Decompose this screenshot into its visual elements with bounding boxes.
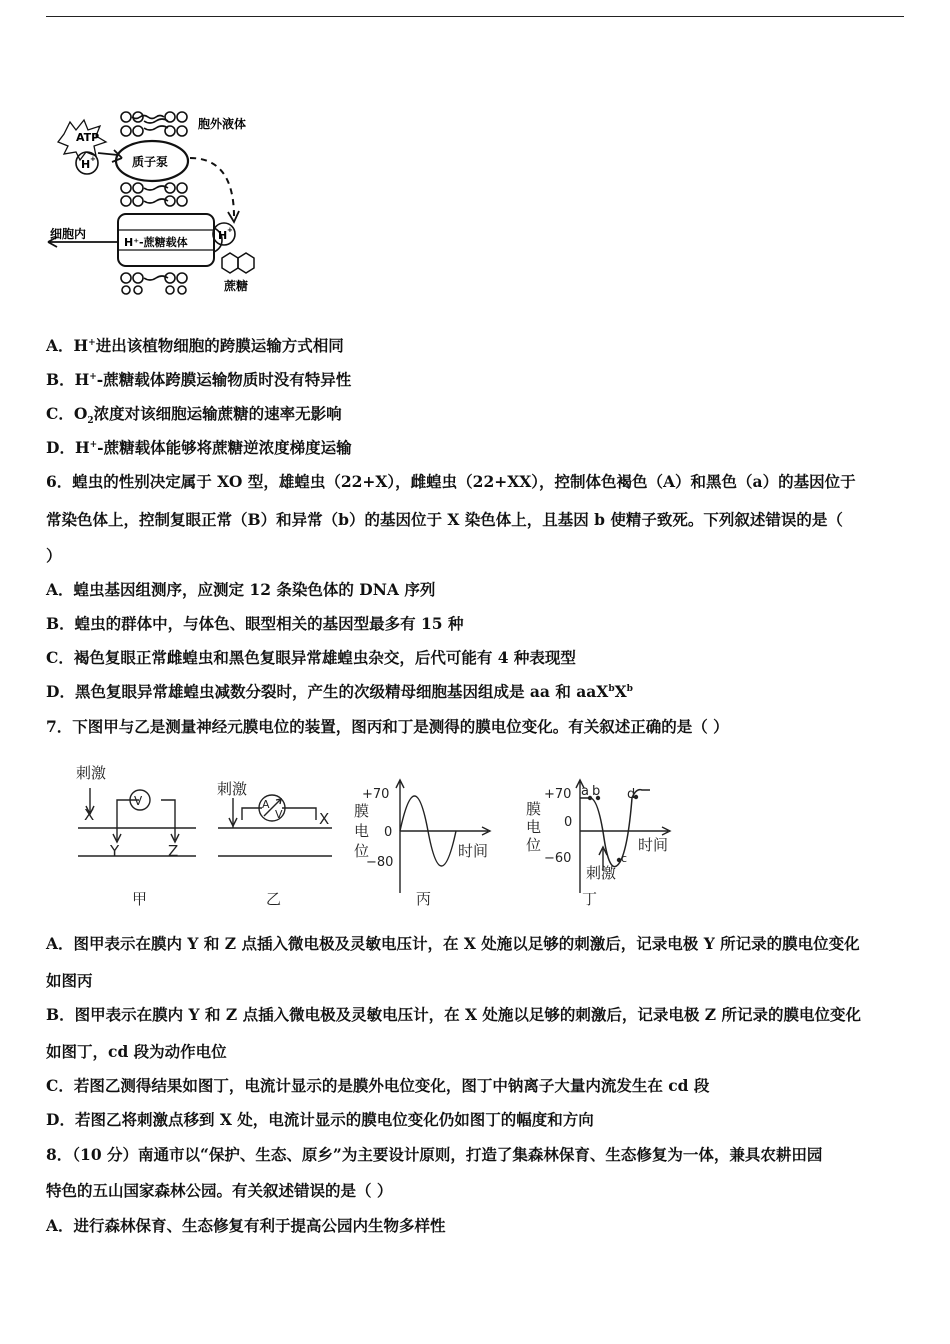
membrane-potential-figure — [70, 758, 690, 910]
atp-label: ATP — [76, 131, 100, 144]
ding-minus60: −60 — [544, 851, 572, 866]
carrier-label: H⁺-蔗糖载体 — [124, 236, 188, 249]
q7-option-b-line2: 如图丁，cd 段为动作电位 — [46, 1042, 227, 1061]
ammeter-v: V — [275, 808, 283, 821]
bing-ylabel-3: 位 — [354, 842, 370, 860]
voltmeter-v: V — [134, 794, 143, 808]
stimulus-label-jia: 刺激 — [76, 764, 107, 782]
proton-pump-figure — [40, 108, 280, 298]
q5-option-d: D．H+-蔗糖载体能够将蔗糖逆浓度梯度运输 — [46, 438, 352, 457]
bing-minus80: −80 — [366, 855, 394, 870]
q6-option-b: B．蝗虫的群体中，与体色、眼型相关的基因型最多有 15 种 — [46, 614, 464, 633]
h-plus-right: + — [227, 226, 233, 234]
ding-ylabel-1: 膜 — [526, 800, 542, 818]
x-label-yi: X — [319, 810, 330, 828]
ding-zero: 0 — [564, 815, 573, 830]
q7-option-b-line1: B．图甲表示在膜内 Y 和 Z 点插入微电极及灵敏电压计，在 X 处施以足够的刺激后，记录电极 Z 所记录的膜电位变化 — [46, 1005, 861, 1024]
bing-ylabel-2: 电 — [354, 822, 370, 840]
ding-plus70: +70 — [544, 787, 572, 802]
x-label-jia: X — [84, 806, 95, 824]
y-label-jia: Y — [110, 842, 120, 860]
stimulus-label-yi: 刺激 — [217, 780, 248, 798]
z-label-jia: Z — [168, 842, 179, 860]
h-label-left: H — [81, 158, 91, 171]
header-rule — [46, 16, 904, 17]
q5-option-b: B．H+-蔗糖载体跨膜运输物质时没有特异性 — [46, 370, 352, 389]
caption-bing: 丙 — [416, 890, 432, 908]
q8-option-a: A．进行森林保育、生态修复有利于提高公园内生物多样性 — [46, 1216, 446, 1235]
q6-option-c: C．褐色复眼正常雌蝗虫和黑色复眼异常雄蝗虫杂交，后代可能有 4 种表现型 — [46, 648, 576, 667]
q6-option-a: A．蝗虫基因组测序，应测定 12 条染色体的 DNA 序列 — [46, 580, 436, 599]
q6-stem-line3: ） — [46, 546, 62, 565]
ding-stimulus: 刺激 — [586, 864, 617, 882]
q5-option-c: C．$O_2$浓度对该细胞运输蔗糖的速率无影响 — [46, 404, 342, 427]
intracellular-label: 细胞内 — [50, 227, 87, 241]
q6-stem-line2: 常染色体上，控制复眼正常（B）和异常（b）的基因位于 X 染色体上，且基因 b 使精子致死。下列叙述错误的是（ — [46, 510, 843, 529]
ding-ylabel-3: 位 — [526, 836, 542, 854]
q7-option-c: C．若图乙测得结果如图丁，电流计显示的是膜外电位变化，图丁中钠离子大量内流发生在 cd 段 — [46, 1076, 710, 1095]
sucrose-label: 蔗糖 — [224, 279, 249, 293]
ding-point-a: a — [581, 784, 589, 799]
h-label-right: H — [218, 229, 228, 242]
caption-jia: 甲 — [132, 890, 148, 908]
proton-pump-label: 质子泵 — [132, 155, 169, 169]
q8-stem-line2: 特色的五山国家森林公园。有关叙述错误的是（ ） — [46, 1181, 393, 1200]
ding-time: 时间 — [638, 836, 669, 854]
bing-zero: 0 — [384, 825, 393, 840]
q7-option-a-line2: 如图丙 — [46, 971, 93, 990]
ammeter-a: A — [262, 798, 270, 811]
q7-option-d: D．若图乙将刺激点移到 X 处，电流计显示的膜电位变化仍如图丁的幅度和方向 — [46, 1110, 594, 1129]
q8-stem-line1: 8．（10 分）南通市以“保护、生态、原乡”为主要设计原则，打造了集森林保育、生态修复为一体，兼具农耕田园 — [46, 1145, 823, 1164]
bing-plus70: +70 — [362, 787, 390, 802]
ding-ylabel-2: 电 — [526, 818, 542, 836]
ding-point-b: b — [592, 784, 601, 799]
q6-option-d: D．黑色复眼异常雄蝗虫减数分裂时，产生的次级精母细胞基因组成是 aa 和 $aaX^bX^b$ — [46, 682, 633, 701]
caption-ding: 丁 — [582, 890, 598, 908]
q5-option-a: A．H+进出该植物细胞的跨膜运输方式相同 — [46, 336, 344, 355]
h-plus-left: + — [90, 155, 96, 163]
ding-point-c: c — [621, 852, 628, 865]
q7-stem: 7．下图甲与乙是测量神经元膜电位的装置，图丙和丁是测得的膜电位变化。有关叙述正确的是（ ） — [46, 717, 729, 736]
caption-yi: 乙 — [266, 890, 282, 908]
extracellular-label: 胞外液体 — [198, 117, 247, 131]
ding-point-d: d — [627, 787, 636, 802]
bing-ylabel-1: 膜 — [354, 802, 370, 820]
q7-option-a-line1: A．图甲表示在膜内 Y 和 Z 点插入微电极及灵敏电压计，在 X 处施以足够的刺激后，记录电极 Y 所记录的膜电位变化 — [46, 934, 860, 953]
bing-time: 时间 — [458, 842, 489, 860]
q6-stem-line1: 6．蝗虫的性别决定属于 XO 型，雄蝗虫（22+X），雌蝗虫（22+XX），控制体色褐色（A）和黑色（a）的基因位于 — [46, 472, 856, 491]
